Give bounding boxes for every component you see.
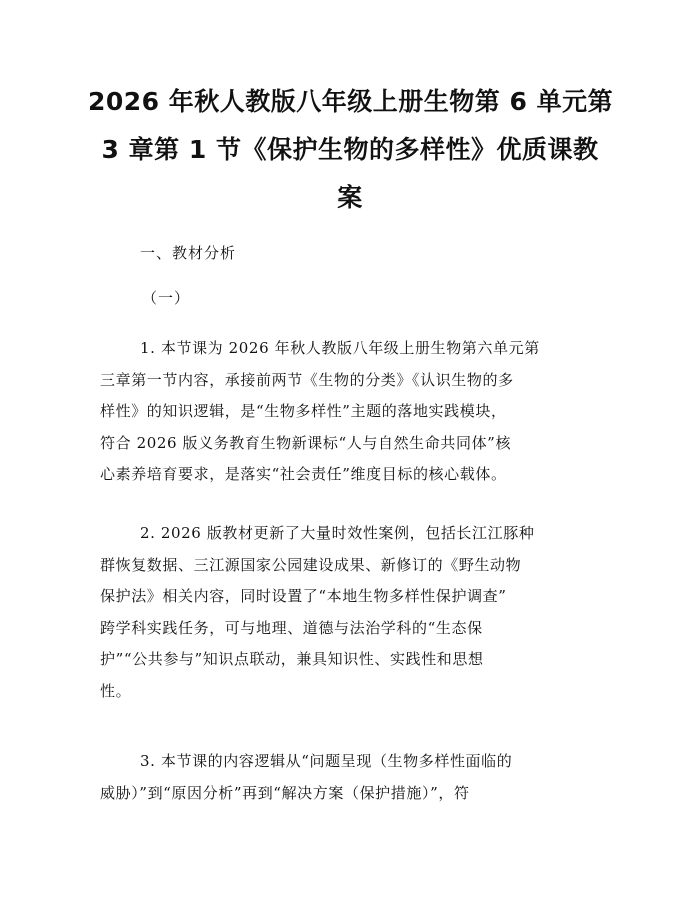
paragraph-line: 3. 本节课的内容逻辑从“问题呈现（生物多样性面临的 — [140, 752, 513, 770]
paragraph-line: 2. 2026 版教材更新了大量时效性案例，包括长江江豚种 — [140, 524, 535, 542]
paragraph-line: 威胁）”到“原因分析”再到“解决方案（保护措施）”，符 — [100, 783, 470, 802]
paragraph-line: 护”“公共参与”知识点联动，兼具知识性、实践性和思想 — [100, 650, 484, 669]
title-line: 案 — [337, 183, 363, 212]
paragraph-line: 性。 — [100, 681, 132, 700]
document-title — [88, 78, 612, 222]
paragraph-line: 1. 本节课为 2026 年秋人教版八年级上册生物第六单元第 — [140, 339, 540, 357]
title-line: 3 章第 1 节《保护生物的多样性》优质课教 — [101, 135, 599, 164]
paragraph-1 — [100, 333, 610, 491]
paragraph-line: 心素养培育要求，是落实“社会责任”维度目标的核心载体。 — [100, 465, 507, 484]
paragraph-line: 三章第一节内容，承接前两节《生物的分类》《认识生物的多 — [100, 370, 514, 389]
paragraph-line: 样性》的知识逻辑，是“生物多样性”主题的落地实践模块， — [100, 402, 507, 421]
paragraph-line: 符合 2026 版义务教育生物新课标“人与自然生命共同体”核 — [100, 433, 512, 452]
paragraph-2 — [100, 518, 610, 708]
sub-heading: （一） — [142, 289, 191, 307]
section-heading: 一、教材分析 — [140, 244, 237, 262]
paragraph-line: 跨学科实践任务，可与地理、道德与法治学科的“生态保 — [100, 618, 483, 637]
paragraph-line: 保护法》相关内容，同时设置了“本地生物多样性保护调查” — [100, 587, 507, 606]
paragraph-3 — [100, 746, 610, 809]
paragraph-line: 群恢复数据、三江源国家公园建设成果、新修订的《野生动物 — [100, 555, 522, 574]
title-line: 2026 年秋人教版八年级上册生物第 6 单元第 — [88, 87, 614, 116]
